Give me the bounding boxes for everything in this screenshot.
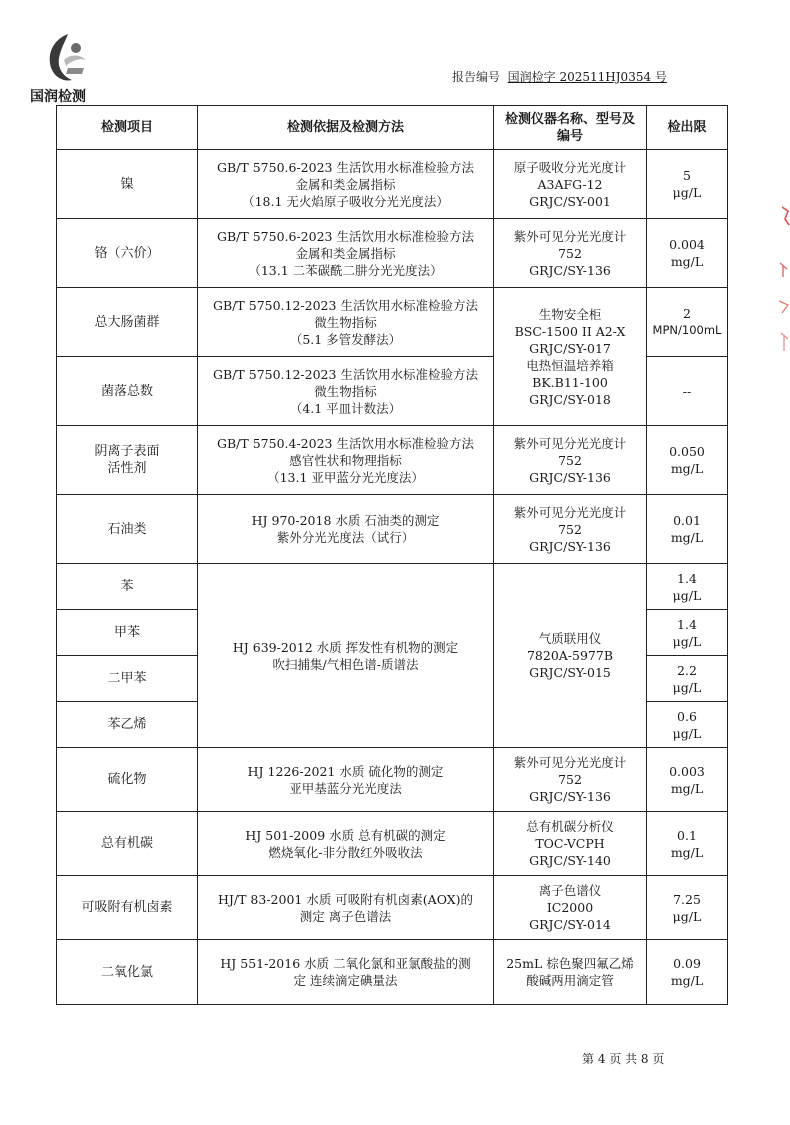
limit-value: 0.6 [677, 708, 697, 724]
report-number [452, 68, 667, 85]
instrument-line: GRJC/SY-001 [529, 193, 611, 209]
item-line: 活性剂 [107, 461, 147, 476]
instrument-line: 紫外可见分光光度计 [513, 755, 627, 770]
limit-unit: μg/L [672, 679, 702, 695]
limit-unit: μg/L [672, 185, 702, 200]
header-limit: 检出限 [647, 106, 728, 150]
instrument-line: GRJC/SY-140 [529, 853, 611, 868]
cell-method [198, 495, 494, 564]
item-line: 菌落总数 [100, 383, 153, 399]
method-line: HJ 551-2016 水质 二氧化氯和亚氯酸盐的测 [220, 956, 471, 971]
limit-unit: mg/L [670, 780, 704, 796]
company-logo-mark-icon [38, 30, 94, 84]
limit-value: 0.003 [669, 763, 705, 779]
table-row [57, 495, 728, 564]
table-row [57, 812, 728, 876]
instrument-line: TOC-VCPH [535, 836, 605, 851]
cell-instrument [494, 748, 647, 812]
limit-value: 2 [683, 306, 691, 321]
limit-unit: μg/L [672, 908, 702, 924]
red-stamp-edge-icon [776, 205, 790, 355]
cell-limit [647, 150, 728, 219]
instrument-line: 752 [558, 245, 582, 261]
limit-unit: μg/L [672, 587, 702, 603]
instrument-line: 752 [558, 521, 582, 537]
cell-instrument [494, 495, 647, 564]
cell-instrument [494, 940, 647, 1005]
cell-item [57, 426, 198, 495]
instrument-line: GRJC/SY-136 [529, 789, 611, 804]
cell-instrument [494, 812, 647, 876]
method-line: （5.1 多管发酵法） [289, 331, 402, 347]
limit-value: -- [682, 383, 692, 399]
item-line: 二氧化氯 [100, 964, 153, 980]
item-line: 苯 [120, 579, 134, 594]
cell-method [198, 219, 494, 288]
method-line: 感官性状和物理指标 [289, 452, 402, 468]
method-line: （18.1 无火焰原子吸收分光光度法） [242, 193, 449, 209]
cell-instrument [494, 426, 647, 495]
instrument-line: GRJC/SY-015 [529, 665, 611, 680]
cell-limit [647, 656, 728, 702]
cell-limit [647, 426, 728, 495]
table-row [57, 288, 728, 357]
cell-method [198, 564, 494, 748]
limit-unit: mg/L [670, 973, 704, 988]
method-line: HJ/T 83-2001 水质 可吸附有机卤素(AOX)的 [217, 891, 474, 907]
cell-item [57, 940, 198, 1005]
method-line: GB/T 5750.6-2023 生活饮用水标准检验方法 [217, 159, 474, 175]
table-row [57, 748, 728, 812]
table-row [57, 219, 728, 288]
table-row [57, 426, 728, 495]
header-instrument-line: 检测仪器名称、型号及 [504, 111, 635, 127]
method-line: HJ 1226-2021 水质 硫化物的测定 [247, 763, 444, 779]
table-row [57, 150, 728, 219]
method-line: （13.1 亚甲蓝分光光度法） [267, 469, 424, 485]
cell-limit [647, 702, 728, 748]
cell-instrument [494, 150, 647, 219]
header-instrument-line: 编号 [556, 128, 583, 144]
cell-item [57, 564, 198, 610]
cell-limit [647, 610, 728, 656]
method-line: GB/T 5750.12-2023 生活饮用水标准检验方法 [213, 297, 478, 313]
cell-item [57, 702, 198, 748]
cell-limit [647, 812, 728, 876]
instrument-line: 752 [558, 772, 582, 787]
cell-item [57, 748, 198, 812]
header-instrument [494, 106, 647, 150]
cell-instrument [494, 876, 647, 940]
instrument-line: 原子吸收分光光度计 [513, 159, 627, 175]
cell-item [57, 150, 198, 219]
company-logo [30, 30, 100, 108]
cell-limit [647, 495, 728, 564]
instrument-line: GRJC/SY-136 [529, 262, 611, 278]
cell-limit [647, 357, 728, 426]
item-line: 苯乙烯 [107, 717, 147, 732]
limit-value: 0.01 [673, 513, 701, 528]
limit-value: 7.25 [673, 891, 701, 907]
detection-methods-table [56, 105, 728, 1005]
item-line: 总大肠菌群 [94, 314, 160, 330]
limit-unit: μg/L [672, 633, 702, 649]
cell-item [57, 812, 198, 876]
item-line: 硫化物 [107, 772, 147, 787]
instrument-line: BK.B11-100 [532, 374, 608, 390]
item-line: 石油类 [107, 521, 147, 537]
instrument-line: 离子色谱仪 [538, 883, 602, 898]
item-line: 铬（六价） [94, 245, 160, 261]
report-number-label: 报告编号 [452, 70, 501, 84]
method-line: GB/T 5750.6-2023 生活饮用水标准检验方法 [217, 228, 474, 244]
instrument-line: 总有机碳分析仪 [526, 819, 614, 834]
limit-unit: MPN/100mL [652, 323, 722, 337]
limit-unit: mg/L [670, 844, 704, 860]
instrument-line: 紫外可见分光光度计 [513, 228, 627, 244]
logo-text: 国润检测 [30, 89, 86, 105]
cell-item [57, 357, 198, 426]
table-row [57, 940, 728, 1005]
instrument-line: GRJC/SY-136 [529, 538, 611, 554]
method-line: 测定 离子色谱法 [299, 908, 392, 924]
method-line: 金属和类金属指标 [295, 245, 396, 261]
instrument-line: 气质联用仪 [538, 631, 602, 646]
item-line: 二甲苯 [107, 671, 147, 686]
cell-instrument [494, 564, 647, 748]
method-line: 金属和类金属指标 [295, 176, 396, 192]
method-line: GB/T 5750.12-2023 生活饮用水标准检验方法 [213, 366, 478, 382]
header-method: 检测依据及检测方法 [198, 106, 494, 150]
item-line: 总有机碳 [100, 836, 153, 851]
instrument-line: 752 [558, 452, 582, 468]
limit-unit: mg/L [670, 530, 704, 545]
instrument-line: 酸碱两用滴定管 [526, 973, 614, 988]
method-line: 微生物指标 [314, 383, 377, 399]
instrument-line: 紫外可见分光光度计 [513, 504, 627, 520]
cell-method [198, 876, 494, 940]
cell-instrument [494, 288, 647, 426]
limit-value: 5 [683, 168, 691, 183]
item-line: 镍 [120, 176, 134, 192]
cell-item [57, 288, 198, 357]
cell-method [198, 748, 494, 812]
limit-value: 0.1 [677, 827, 697, 843]
limit-value: 0.050 [669, 444, 705, 459]
instrument-line: 生物安全柜 [538, 306, 602, 322]
cell-instrument [494, 219, 647, 288]
page-number: 第 4 页 共 8 页 [582, 1052, 665, 1066]
method-line: 微生物指标 [314, 314, 377, 330]
cell-method [198, 150, 494, 219]
limit-value: 0.09 [673, 956, 701, 971]
cell-limit [647, 940, 728, 1005]
cell-method [198, 288, 494, 357]
limit-value: 1.4 [677, 570, 697, 586]
instrument-line: 7820A-5977B [526, 648, 614, 663]
method-line: 燃烧氧化-非分散红外吸收法 [268, 844, 423, 860]
limit-value: 1.4 [677, 616, 697, 632]
instrument-line: GRJC/SY-017 [529, 340, 611, 356]
cell-method [198, 812, 494, 876]
instrument-line: A3AFG-12 [537, 176, 603, 192]
cell-method [198, 426, 494, 495]
table-header-row [57, 106, 728, 150]
method-line: HJ 639-2012 水质 挥发性有机物的测定 [232, 639, 459, 655]
method-line: HJ 970-2018 水质 石油类的测定 [251, 513, 440, 528]
method-line: 亚甲基蓝分光光度法 [289, 780, 402, 796]
cell-method [198, 940, 494, 1005]
instrument-line: 紫外可见分光光度计 [513, 435, 627, 451]
instrument-line: GRJC/SY-136 [529, 469, 611, 485]
cell-limit [647, 288, 728, 357]
instrument-line: BSC-1500 II A2-X [514, 323, 626, 339]
cell-item [57, 876, 198, 940]
report-number-value: 国润检字 202511HJ0354 号 [507, 70, 667, 84]
instrument-line: 电热恒温培养箱 [526, 357, 614, 373]
table-row [57, 876, 728, 940]
method-line: 定 连续滴定碘量法 [293, 973, 398, 988]
header-item: 检测项目 [57, 106, 198, 150]
cell-method [198, 357, 494, 426]
limit-unit: mg/L [670, 461, 704, 476]
limit-unit: μg/L [672, 725, 702, 741]
method-line: GB/T 5750.4-2023 生活饮用水标准检验方法 [217, 435, 474, 451]
cell-limit [647, 219, 728, 288]
cell-item [57, 219, 198, 288]
instrument-line: GRJC/SY-018 [529, 391, 611, 407]
limit-value: 2.2 [677, 662, 697, 678]
cell-item [57, 656, 198, 702]
method-line: 吹扫捕集/气相色谱-质谱法 [272, 656, 419, 672]
cell-item [57, 495, 198, 564]
table-row [57, 564, 728, 610]
limit-unit: mg/L [670, 254, 704, 269]
item-line: 甲苯 [113, 625, 140, 640]
method-line: （13.1 二苯碳酰二肼分光光度法） [248, 262, 443, 278]
instrument-line: GRJC/SY-014 [529, 917, 611, 932]
item-line: 阴离子表面 [94, 444, 160, 459]
item-line: 可吸附有机卤素 [81, 900, 173, 915]
limit-value: 0.004 [669, 237, 705, 252]
cell-limit [647, 876, 728, 940]
method-line: HJ 501-2009 水质 总有机碳的测定 [245, 827, 446, 843]
cell-limit [647, 564, 728, 610]
instrument-line: IC2000 [546, 900, 594, 915]
method-line: 紫外分光光度法（试行） [276, 530, 415, 545]
instrument-line: 25mL 棕色聚四氟乙烯 [506, 956, 634, 971]
method-line: （4.1 平皿计数法） [289, 400, 402, 416]
cell-limit [647, 748, 728, 812]
cell-item [57, 610, 198, 656]
